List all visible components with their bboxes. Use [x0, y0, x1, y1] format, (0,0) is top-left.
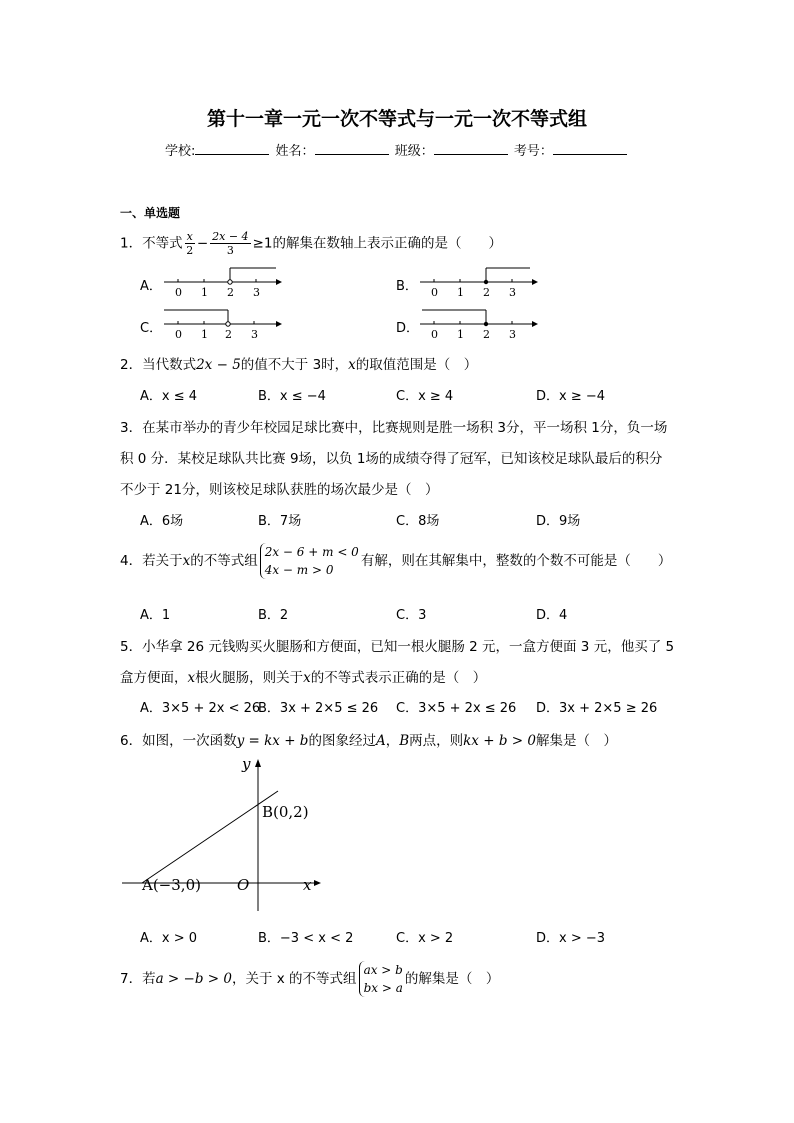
q4-suffix: 有解，则在其解集中，整数的个数不可能是（ ） — [360, 553, 672, 569]
q4-option-b[interactable]: B．2 — [258, 608, 289, 623]
tick-3: 3 — [253, 286, 260, 299]
q3-line-2: 积 0 分．某校足球队共比赛 9场，以负 1场的成绩夺得了冠军，已知该校足球队最后的积分 — [120, 451, 663, 467]
school-label: 学校: — [165, 144, 196, 159]
q7-prefix: 7．若 — [120, 971, 156, 987]
q1-frac1-num: x — [186, 230, 193, 243]
q1-suffix: ≥1的解集在数轴上表示正确的是（ ） — [252, 235, 502, 252]
x-axis-arrow-icon — [314, 880, 321, 886]
q3-line-1: 3．在某市举办的青少年校园足球比赛中，比赛规则是胜一场积 3分，平一场积 1分，负一场 — [120, 420, 668, 436]
q1-number-line-b — [416, 264, 538, 300]
q4-var: x — [182, 553, 191, 569]
q5-option-d[interactable]: D．3x + 2×5 ≥ 26 — [536, 701, 658, 716]
class-label: 班级： — [394, 144, 434, 159]
question-7 — [120, 961, 499, 997]
section-heading: 一、单选题 — [120, 206, 181, 220]
q4-option-a[interactable]: A．1 — [140, 608, 171, 623]
q1-number-line-d — [416, 306, 538, 342]
q6-mid2: 两点，则 — [409, 733, 464, 749]
tick-2: 2 — [483, 286, 490, 299]
x-axis-label: x — [303, 876, 312, 894]
class-blank[interactable] — [434, 142, 508, 155]
q7-ineq-1: ax > b — [363, 963, 403, 977]
q2-expr: 2x − 5 — [196, 357, 241, 373]
q6-point-b-ref: B — [399, 733, 410, 749]
tick-1: 1 — [457, 328, 464, 341]
q4-ineq-2: 4x − m > 0 — [264, 563, 334, 577]
q4-inequality-system — [260, 543, 359, 579]
q1-frac2-den: 3 — [226, 244, 234, 257]
tick-1: 1 — [457, 286, 464, 299]
q6-sep: ， — [385, 733, 400, 749]
tick-2: 2 — [227, 286, 234, 299]
point-b-label: B(0,2) — [262, 803, 309, 821]
q6-graph — [118, 755, 328, 915]
q4-ineq-1: 2x − 6 + m < 0 — [264, 545, 359, 559]
q7-inequality-system — [359, 961, 403, 997]
q4-mid: 的不等式组 — [190, 553, 258, 569]
page-title: 第十一章一元一次不等式与一元一次不等式组 — [206, 108, 587, 130]
q5-option-c[interactable]: C．3×5 + 2x ≤ 26 — [396, 701, 517, 716]
q1-number-line-c — [160, 306, 282, 342]
q5-option-b[interactable]: B．3x + 2×5 ≤ 26 — [258, 701, 379, 716]
q4-prefix: 4．若关于 — [120, 553, 183, 569]
q6-option-b[interactable]: B．−3 < x < 2 — [258, 931, 354, 946]
q1-fraction-1 — [185, 230, 195, 257]
q1-fraction-2 — [210, 230, 250, 257]
q2-option-c[interactable]: C．x ≥ 4 — [396, 389, 454, 404]
q2-option-d[interactable]: D．x ≥ −4 — [536, 389, 606, 404]
q5-line2-c: 的不等式表示正确的是（ ） — [310, 670, 487, 686]
q1-prefix: 1．不等式 — [120, 235, 183, 252]
q2-var: x — [348, 357, 356, 373]
q5-line-1: 5．小华拿 26 元钱购买火腿肠和方便面，已知一根火腿肠 2 元，一盒方便面 3 元，他买了 5 — [120, 639, 675, 655]
q1-number-line-a — [160, 264, 282, 300]
y-axis-label: y — [242, 755, 251, 773]
tick-3: 3 — [509, 286, 516, 299]
point-a-label: A(−3,0) — [142, 876, 201, 894]
tick-0: 0 — [431, 328, 438, 341]
y-axis-arrow-icon — [255, 759, 261, 767]
q7-ineq-2: bx > a — [363, 981, 403, 995]
name-blank[interactable] — [315, 142, 389, 155]
q6-suffix: 解集是（ ） — [535, 733, 617, 749]
q6-func: y = kx + b — [236, 733, 309, 749]
tick-2: 2 — [483, 328, 490, 341]
q6-option-d[interactable]: D．x > −3 — [536, 931, 606, 946]
tick-0: 0 — [175, 286, 182, 299]
q1-option-d-label[interactable]: D． — [396, 321, 420, 336]
question-6 — [120, 729, 617, 749]
name-label: 姓名： — [275, 144, 315, 159]
tick-0: 0 — [175, 328, 182, 341]
q3-option-c[interactable]: C．8场 — [396, 514, 440, 529]
origin-label: O — [237, 876, 250, 894]
q2-option-b[interactable]: B．x ≤ −4 — [258, 389, 326, 404]
q5-option-a[interactable]: A．3×5 + 2x < 26 — [140, 701, 261, 716]
question-1 — [120, 230, 502, 257]
q5-var-1: x — [187, 670, 196, 686]
q6-mid: 的图象经过 — [308, 733, 376, 749]
q7-condition: a > −b > 0 — [155, 971, 232, 987]
q2-option-a[interactable]: A．x ≤ 4 — [140, 389, 198, 404]
q3-line-3: 不少于 21分，则该校足球队获胜的场次最少是（ ） — [120, 482, 439, 498]
q1-option-b-label[interactable]: B． — [396, 279, 418, 294]
exam-no-label: 考号： — [513, 144, 553, 159]
q1-option-c-label[interactable]: C． — [140, 321, 163, 336]
q4-option-c[interactable]: C．3 — [396, 608, 427, 623]
tick-0: 0 — [431, 286, 438, 299]
q6-option-a[interactable]: A．x > 0 — [140, 931, 198, 946]
q1-frac2-num: 2x − 4 — [212, 230, 249, 243]
student-info-line — [165, 140, 629, 159]
q3-option-a[interactable]: A．6场 — [140, 514, 184, 529]
q6-ineq: kx + b > 0 — [463, 733, 536, 749]
tick-1: 1 — [201, 328, 208, 341]
q5-line2-b: 根火腿肠，则关于 — [195, 670, 304, 686]
tick-3: 3 — [251, 328, 258, 341]
q5-var-2: x — [303, 670, 311, 686]
school-blank[interactable] — [195, 142, 269, 155]
q5-line2-a: 盒方便面， — [120, 670, 188, 686]
q5-line-2 — [120, 666, 486, 686]
q7-suffix: 的解集是（ ） — [404, 971, 500, 987]
q1-minus: − — [196, 235, 209, 252]
exam-no-blank[interactable] — [553, 142, 627, 155]
question-4 — [120, 543, 671, 579]
q6-point-a-ref: A — [375, 733, 386, 749]
tick-1: 1 — [201, 286, 208, 299]
q3-option-d[interactable]: D．9场 — [536, 514, 581, 529]
q1-option-a-label[interactable]: A． — [140, 279, 162, 294]
q2-text-b: 的值不大于 3时， — [240, 357, 349, 373]
question-2 — [120, 353, 477, 373]
q7-mid: ，关于 x 的不等式组 — [231, 971, 357, 987]
q4-option-d[interactable]: D．4 — [536, 608, 568, 623]
q2-text-a: 2．当代数式 — [120, 357, 197, 373]
tick-3: 3 — [509, 328, 516, 341]
q2-text-c: 的取值范围是（ ） — [355, 357, 478, 373]
q1-frac1-den: 2 — [186, 244, 194, 257]
q3-option-b[interactable]: B．7场 — [258, 514, 302, 529]
q6-prefix: 6．如图，一次函数 — [120, 733, 237, 749]
tick-2: 2 — [225, 328, 232, 341]
q6-option-c[interactable]: C．x > 2 — [396, 931, 454, 946]
